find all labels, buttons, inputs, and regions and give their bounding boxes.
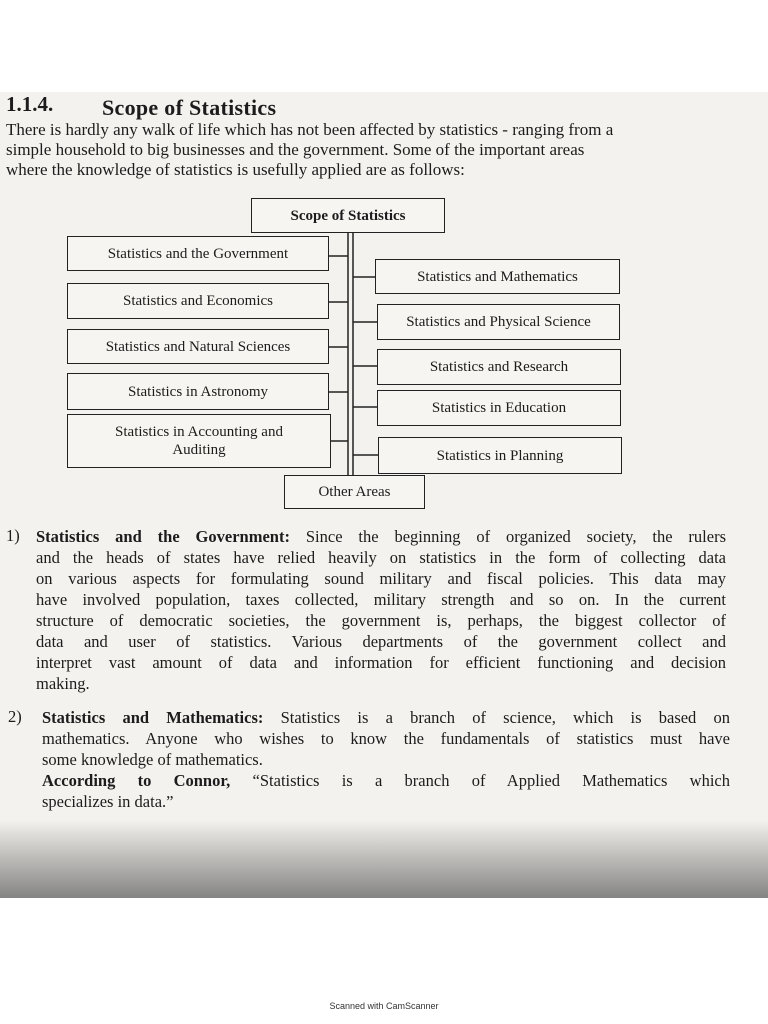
paragraph-line: making.	[36, 674, 90, 693]
paragraph-line: Statistics and Mathematics: Statistics is a branch of science, which is based on	[42, 708, 731, 727]
paragraph-line: some knowledge of mathematics.	[42, 750, 263, 769]
intro-line: simple household to big businesses and the government. Some of the important areas	[6, 140, 585, 159]
paragraph-line: According to Connor, “Statistics is a branch of Applied Mathematics which	[42, 771, 730, 790]
diagram-right-box: Statistics and Physical Science	[377, 304, 620, 340]
paragraph-line: Statistics and the Government: Since the beginning of organized society, the rulers	[36, 527, 727, 546]
item-lead: Statistics and the Government:	[36, 527, 290, 546]
diagram-right-box: Statistics in Planning	[378, 437, 622, 474]
intro-line: where the knowledge of statistics is usefully applied are as follows:	[6, 160, 465, 179]
paragraph-line: on various aspects for formulating sound military and fiscal policies. This data may	[36, 569, 726, 588]
diagram-right-box: Statistics and Research	[377, 349, 621, 385]
intro-line: There is hardly any walk of life which has not been affected by statistics - ranging from a	[6, 120, 614, 139]
paragraph-line: have involved population, taxes collected, military strength and so on. In the current	[36, 590, 726, 609]
section-number: 1.1.4.	[6, 92, 54, 116]
diagram-right-box: Statistics in Education	[377, 390, 621, 426]
diagram-left-box: Statistics and the Government	[67, 236, 329, 271]
paragraph-line: data and user of statistics. Various departments of the government collect and	[36, 632, 726, 651]
diagram-left-box: Statistics and Economics	[67, 283, 329, 319]
item-paragraph	[36, 526, 726, 694]
diagram-left-box: Statistics and Natural Sciences	[67, 329, 329, 364]
paragraph-line: and the heads of states have relied heavily on statistics in the form of collecting data	[36, 548, 726, 567]
diagram-bottom-box: Other Areas	[284, 475, 425, 509]
item-lead: Statistics and Mathematics:	[42, 708, 264, 727]
scanner-watermark: Scanned with CamScanner	[329, 1001, 439, 1011]
section-title: Scope of Statistics	[102, 95, 277, 120]
paragraph-line: specializes in data.”	[42, 792, 174, 811]
quote-lead: According to Connor,	[42, 771, 231, 790]
diagram-left-box: Statistics in Astronomy	[67, 373, 329, 410]
paragraph-line: structure of democratic societies, the government is, perhaps, the biggest collector of	[36, 611, 726, 630]
diagram-left-box: Statistics in Accounting and Auditing	[67, 414, 331, 468]
item-number: 1)	[6, 526, 20, 545]
diagram-right-box: Statistics and Mathematics	[375, 259, 620, 294]
item-paragraph	[42, 707, 730, 812]
item-number: 2)	[8, 707, 22, 726]
diagram-root-box: Scope of Statistics	[251, 198, 445, 233]
paragraph-line: interpret vast amount of data and information for efficient functioning and decision	[36, 653, 726, 672]
paragraph-line: mathematics. Anyone who wishes to know the fundamentals of statistics must have	[42, 729, 730, 748]
